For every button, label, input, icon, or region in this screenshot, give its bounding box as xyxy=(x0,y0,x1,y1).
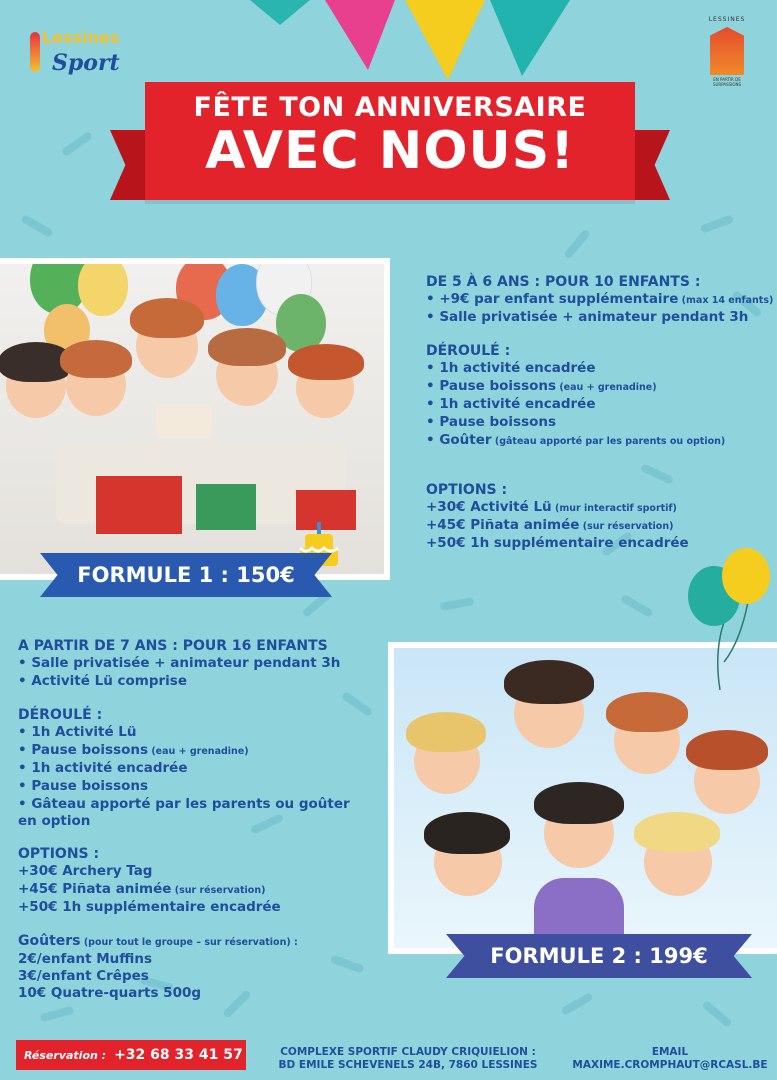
crest-caption: LESSINES xyxy=(708,16,746,23)
list-item: +50€ 1h supplémentaire encadrée xyxy=(426,535,689,551)
list-item: • Pause boissons xyxy=(18,778,149,794)
banner-body xyxy=(145,82,635,200)
list-item: • Pause boissons xyxy=(426,414,557,430)
crest-subcaption: EN PARTIR DE SURPASSIONS xyxy=(712,77,742,87)
city-crest-logo xyxy=(703,16,751,90)
phone-number[interactable]: +32 68 33 41 57 xyxy=(114,1047,243,1063)
formule2-tag-text: FORMULE 2 : 199€ xyxy=(490,944,708,968)
list-item: • Pause boissons (eau + grenadine) xyxy=(426,378,657,394)
list-item: 10€ Quatre-quarts 500g xyxy=(18,985,202,1001)
formule1-options-title: OPTIONS : xyxy=(426,482,508,498)
pennant-bunting xyxy=(250,0,570,90)
formule1-price-tag xyxy=(40,553,332,597)
list-item: +30€ Activité Lü (mur interactif sportif) xyxy=(426,499,677,515)
gouters-title: Goûters (pour tout le groupe – sur réservation) : xyxy=(18,933,298,949)
formule2-details xyxy=(18,638,378,1002)
list-item: • 1h Activité Lü xyxy=(18,724,137,740)
list-item: +45€ Piñata animée (sur réservation) xyxy=(18,881,266,897)
list-item: 3€/enfant Crêpes xyxy=(18,968,149,984)
swoosh-icon xyxy=(30,32,40,72)
venue-name: COMPLEXE SPORTIF CLAUDY CRIQUIELION : xyxy=(280,1046,536,1058)
list-item: • 1h activité encadrée xyxy=(426,396,596,412)
list-item: • 1h activité encadrée xyxy=(426,360,596,376)
list-item: 2€/enfant Muffins xyxy=(18,951,152,967)
list-item: • Pause boissons (eau + grenadine) xyxy=(18,742,249,758)
list-item: • Gâteau apporté par les parents ou goûter en option xyxy=(18,796,350,829)
venue-street: BD EMILE SCHEVENELS 24B, 7860 LESSINES xyxy=(278,1059,538,1071)
list-item: • Goûter (gâteau apporté par les parents ou option) xyxy=(426,432,726,448)
banner-line1: FÊTE TON ANNIVERSAIRE xyxy=(193,92,587,123)
list-item: +30€ Archery Tag xyxy=(18,863,153,879)
crest-icon xyxy=(710,27,744,75)
formule1-tag-text: FORMULE 1 : 150€ xyxy=(77,563,295,587)
logo-line2: Sport xyxy=(52,50,120,76)
list-item: +45€ Piñata animée (sur réservation) xyxy=(426,517,674,533)
list-item: • 1h activité encadrée xyxy=(18,760,188,776)
formule1-heading: DE 5 À 6 ANS : POUR 10 ENFANTS : xyxy=(426,274,701,290)
formule2-price-tag xyxy=(446,934,752,978)
email-contact xyxy=(570,1046,770,1072)
reservation-phone[interactable] xyxy=(16,1040,246,1070)
lessines-sport-logo xyxy=(28,24,138,88)
formule2-options-title: OPTIONS : xyxy=(18,846,100,862)
list-item: • Salle privatisée + animateur pendant 3h xyxy=(18,655,341,671)
logo-line1: Lessines xyxy=(42,28,120,47)
formule1-details xyxy=(426,274,774,553)
title-banner xyxy=(110,80,670,225)
formule1-deroule-title: DÉROULÉ : xyxy=(426,343,511,359)
list-item: • Activité Lü comprise xyxy=(18,673,187,689)
list-item: +50€ 1h supplémentaire encadrée xyxy=(18,899,281,915)
banner-line2: AVEC NOUS! xyxy=(205,121,575,181)
reservation-label: Réservation : xyxy=(24,1049,107,1062)
venue-address xyxy=(272,1046,544,1072)
list-item: • Salle privatisée + animateur pendant 3h xyxy=(426,309,749,325)
list-item: • +9€ par enfant supplémentaire (max 14 enfants) xyxy=(426,291,774,307)
balloons-decoration xyxy=(684,542,774,692)
email-address[interactable]: MAXIME.CROMPHAUT@RCASL.BE xyxy=(572,1059,768,1071)
formule2-heading: A PARTIR DE 7 ANS : POUR 16 ENFANTS xyxy=(18,638,328,654)
email-label: EMAIL xyxy=(651,1046,689,1058)
formule2-deroule-title: DÉROULÉ : xyxy=(18,707,103,723)
